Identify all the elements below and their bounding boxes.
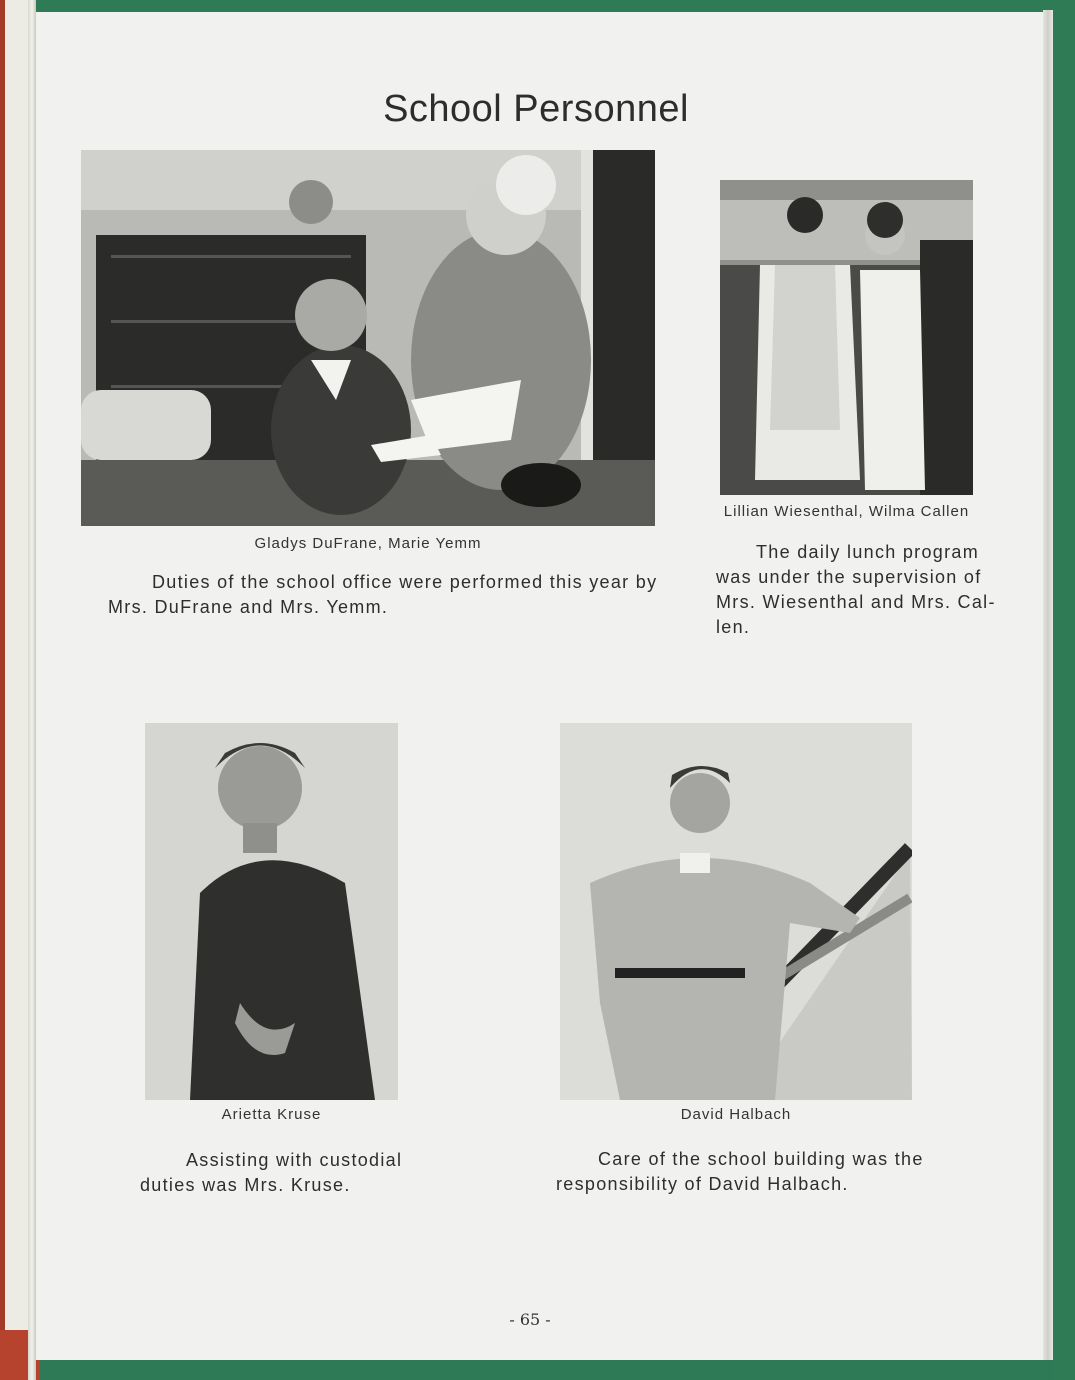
office-description-line-2: Mrs. DuFrane and Mrs. Yemm. <box>108 597 389 617</box>
book-cover-bottom <box>0 1358 1075 1380</box>
building-description-line-2: responsibility of David Halbach. <box>556 1174 849 1194</box>
photo-caption-office: Gladys DuFrane, Marie Yemm <box>254 535 482 552</box>
page-number: - 65 - <box>509 1310 551 1329</box>
custodial-description-line-2: duties was Mrs. Kruse. <box>140 1175 351 1195</box>
custodial-description-line-1: Assisting with custodial <box>186 1150 403 1170</box>
book-cover-right <box>1053 0 1075 1380</box>
photo-lunch-staff <box>720 180 973 495</box>
photo-caption-lunch: Lillian Wiesenthal, Wilma Callen <box>723 503 970 520</box>
page-edge <box>1043 10 1053 1360</box>
lunch-description-line-2: was under the supervision of <box>716 567 982 587</box>
office-description-line-1: Duties of the school office were performed this year by <box>152 572 658 592</box>
lunch-scene-image <box>720 180 973 495</box>
custodial-portrait-image <box>145 723 398 1100</box>
custodial-description <box>140 1148 440 1198</box>
photo-custodial-staff <box>145 723 398 1100</box>
page-title: School Personnel <box>383 88 689 130</box>
office-description <box>108 570 668 620</box>
spine-fold <box>28 0 36 1380</box>
photo-office-staff <box>81 150 655 526</box>
building-description-line-1: Care of the school building was the <box>598 1149 924 1169</box>
photo-caption-custodial: Arietta Kruse <box>221 1106 322 1123</box>
lunch-description-line-4: len. <box>716 617 751 637</box>
lunch-description-line-3: Mrs. Wiesenthal and Mrs. Cal- <box>716 592 996 612</box>
photo-caption-building: David Halbach <box>680 1106 792 1123</box>
custodian-portrait-image <box>560 723 912 1100</box>
building-description <box>556 1147 936 1197</box>
lunch-description-line-1: The daily lunch program <box>756 542 979 562</box>
office-scene-image <box>81 150 655 526</box>
spine-binding-red <box>0 0 5 1380</box>
lunch-description <box>716 540 996 640</box>
photo-building-staff <box>560 723 912 1100</box>
